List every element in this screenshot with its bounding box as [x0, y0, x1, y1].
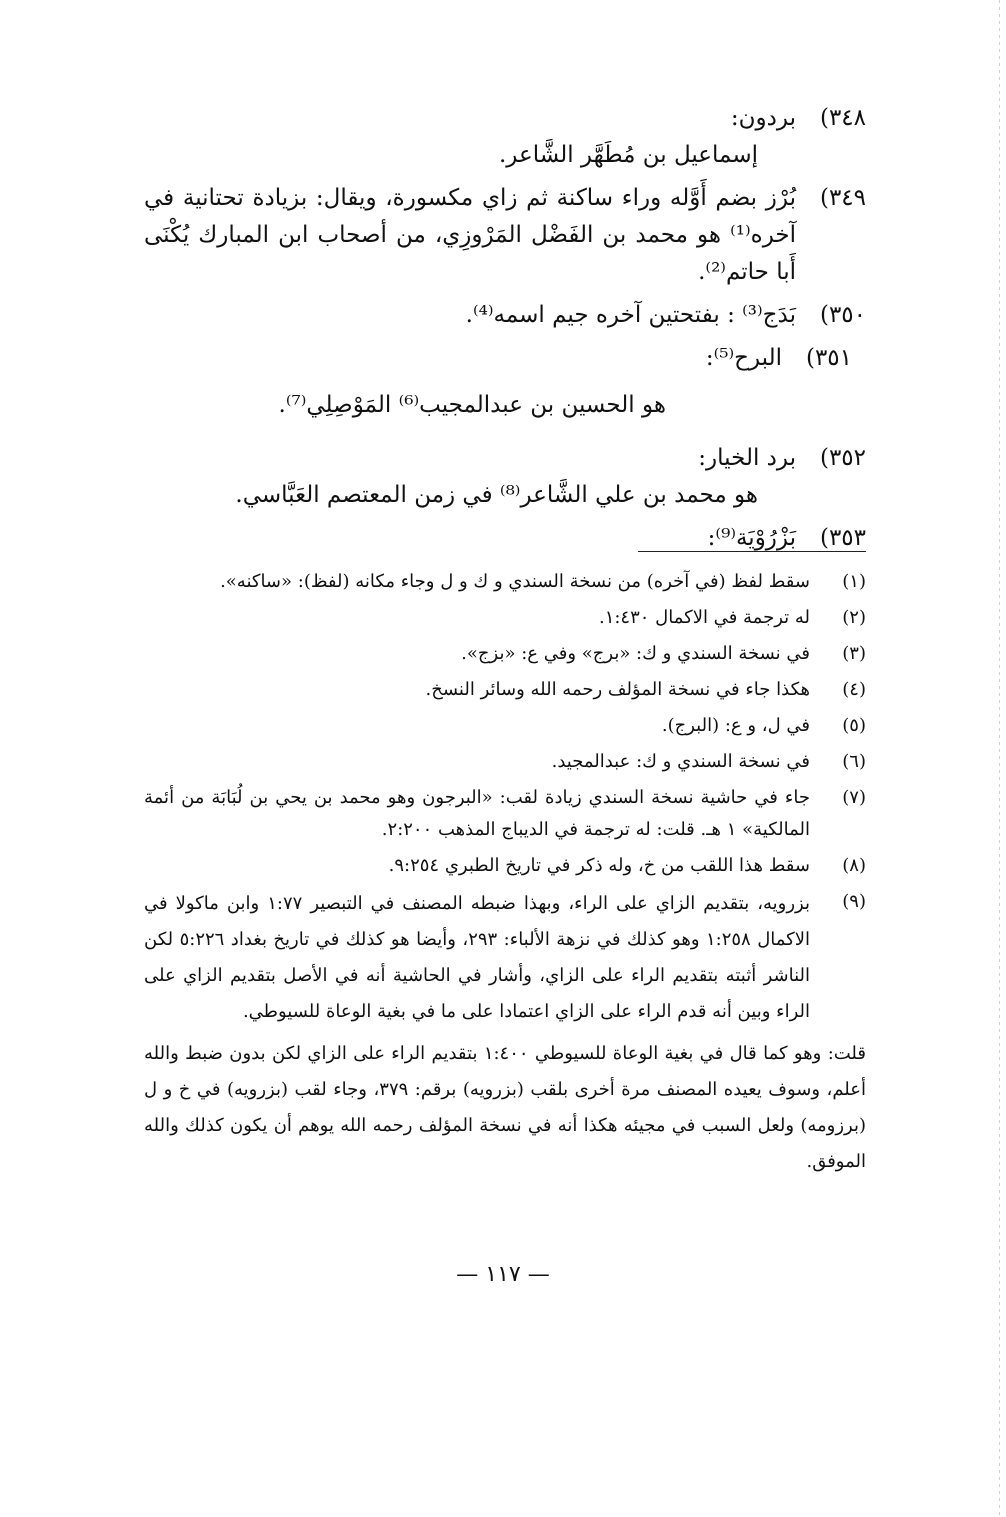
footnote-divider [638, 551, 866, 552]
footnote-7 [144, 782, 866, 846]
entry-352 [144, 440, 866, 514]
entry-heading: بردون: [730, 105, 796, 131]
footnote-2 [144, 602, 866, 634]
footnote-text: له ترجمة في الاكمال ١:٤٣٠. [598, 607, 810, 628]
footnote-text: في ل، و ع: (البرج). [661, 715, 810, 736]
page-number: — ١١٧ — [456, 1262, 550, 1287]
footnote-3 [144, 638, 866, 670]
footnote-text: جاء في حاشية نسخة السندي زيادة لقب: «البرجون وهو محمد بن يحي بن لُبَابَة من أئمة المالكية» ١ هـ. قلت: له ترجمة في الديباج المذهب ٢:٢٠٠. [144, 787, 810, 840]
footnote-9 [144, 886, 866, 1180]
footnote-number: (٣) [842, 643, 866, 664]
entry-heading: برد الخيار: [698, 445, 796, 471]
footnote-text: هكذا جاء في نسخة المؤلف رحمه الله وسائر النسخ. [425, 679, 810, 700]
entry-350 [144, 297, 866, 334]
footnote-1 [144, 566, 866, 598]
footnote-5 [144, 710, 866, 742]
footnote-text: في نسخة السندي و ك: عبدالمجيد. [551, 751, 810, 772]
footnote-text: بزرويه، بتقديم الزاي على الراء، وبهذا ضبطه المصنف في التبصير ١:٧٧ وابن ماكولا في الاكمال ١:٢٥٨ وهو كذلك في نزهة الألباء: ٢٩٣، وأيضا هو كذلك في تاريخ بغداد ٥:٢٢٦ لكن الناشر أثبته بتقديم الراء على الزاي، وأشار في الحاشية أنه في الأصل بتقديم الزاي على الراء وبين أنه قدم الراء على الزاي اعتمادا على ما في بغية الوعاة للسيوطي. [144, 893, 810, 1022]
footnote-number: (٧) [842, 787, 866, 808]
entry-351 [144, 340, 866, 424]
footnotes [144, 566, 866, 1184]
footnote-text: سقط هذا اللقب من خ، وله ذكر في تاريخ الطبري ٩:٢٥٤. [388, 855, 810, 876]
main-text [144, 100, 866, 563]
entry-number: ٣٥٠) [819, 302, 866, 328]
footnote-text: في نسخة السندي و ك: «برج» وفي ع: «بزج». [461, 643, 810, 664]
footnote-text: سقط لفظ (في آخره) من نسخة السندي و ك و ل وجاء مكانه (لفظ): «ساكنه». [220, 571, 810, 592]
entry-text: بُرْز بضم أَوَّله وراء ساكنة ثم زاي مكسورة، ويقال: بزيادة تحتانية في آخره⁽¹⁾ هو محمد بن الفَضْل المَرْوزِي، من أصحاب ابن المبارك يُكْنَى أَبا حاتم⁽²⁾. [144, 185, 796, 285]
footnote-6 [144, 746, 866, 778]
entry-349 [144, 180, 866, 291]
entry-line: هو الحسين بن عبدالمجيب⁽⁶⁾ المَوْصِلِي⁽⁷⁾. [278, 392, 666, 418]
entry-heading: البرح⁽⁵⁾: [705, 345, 782, 371]
footnote-continuation: قلت: وهو كما قال في بغية الوعاة للسيوطي ١:٤٠٠ بتقديم الراء على الزاي لكن بدون ضبط والله أعلم، وسوف يعيده المصنف مرة أخرى بلقب (بزرويه) برقم: ٣٧٩، وجاء لقب (بزرويه) في خ و ل (برزومه) ولعل السبب في مجيئه هكذا أنه في نسخة المؤلف رحمه الله يوهم أن يكون كذلك والله الموفق. [144, 1043, 866, 1172]
scan-edge [999, 0, 1000, 1517]
footnote-number: (٥) [842, 715, 866, 736]
entry-number: ٣٥١) [805, 345, 852, 371]
footnote-8 [144, 850, 866, 882]
entry-line: هو محمد بن علي الشَّاعر⁽⁸⁾ في زمن المعتصم العَبَّاسي. [235, 482, 758, 508]
entry-line: إسماعيل بن مُطَهَّر الشَّاعر. [498, 142, 758, 168]
footnote-number: (٨) [842, 855, 866, 876]
footnote-number: (٢) [842, 607, 866, 628]
footnote-4 [144, 674, 866, 706]
entry-348 [144, 100, 866, 174]
entry-number: ٣٤٨) [819, 105, 866, 131]
entry-number: ٣٥٢) [819, 445, 866, 471]
footnote-number: (٤) [842, 679, 866, 700]
entry-text: بَدَج⁽³⁾ : بفتحتين آخره جيم اسمه⁽⁴⁾. [465, 302, 796, 328]
footnote-number: (٦) [842, 751, 866, 772]
entry-text: بَزْرُوْيَة⁽⁹⁾: [707, 525, 796, 551]
footnote-number: (٩) [842, 891, 866, 912]
entry-number: ٣٥٣) [819, 525, 866, 551]
entry-number: ٣٤٩) [819, 185, 866, 211]
footnote-number: (١) [842, 571, 866, 592]
